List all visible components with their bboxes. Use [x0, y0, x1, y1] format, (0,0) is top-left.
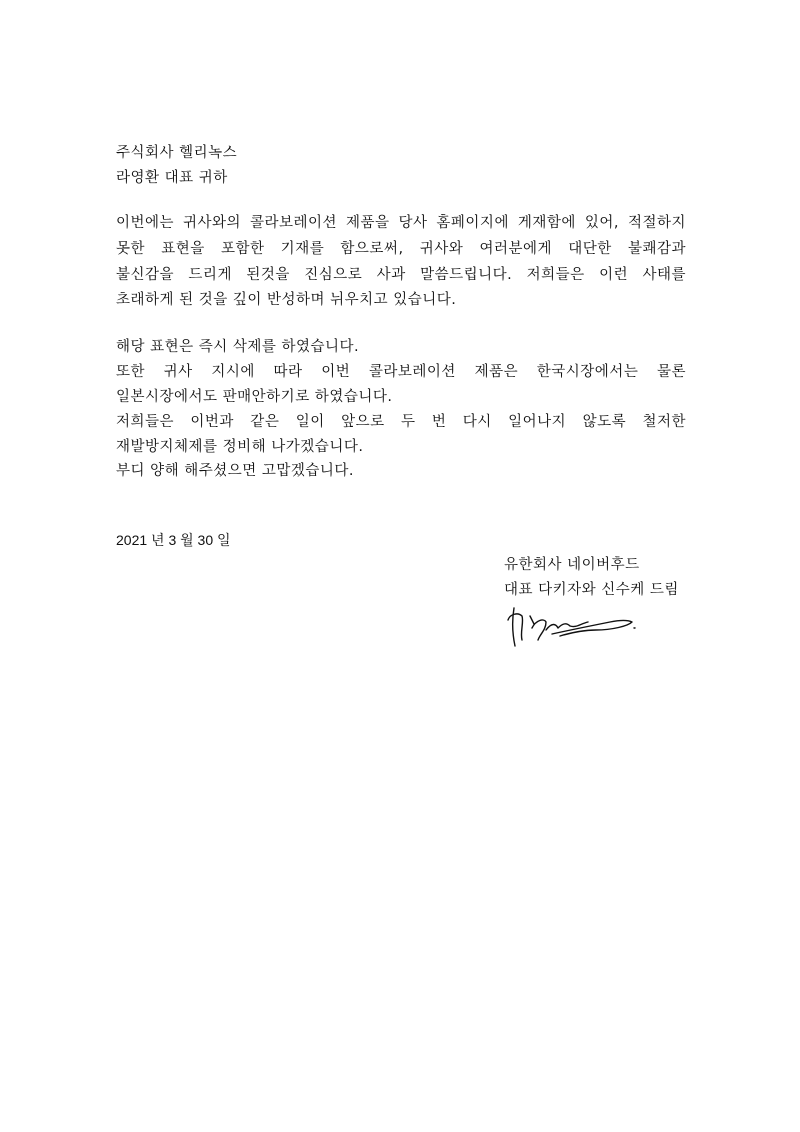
- recipient-addressee: 라영환 대표 귀하: [116, 170, 228, 186]
- paragraph2-line: 일본시장에서도 판매안하기로 하였습니다.: [116, 389, 393, 405]
- paragraph2-line: 해당 표현은 즉시 삭제를 하였습니다.: [116, 339, 360, 355]
- paragraph1-line: 못한 표현을 포함한 기재를 함으로써, 귀사와 여러분에게 대단한 불쾌감과: [116, 241, 686, 257]
- paragraph1-line: 초래하게 된 것을 깊이 반성하며 뉘우치고 있습니다.: [116, 292, 457, 308]
- recipient-company: 주식회사 헬리녹스: [116, 145, 238, 161]
- sender-company: 유한회사 네이버후드: [504, 557, 640, 573]
- letter-date: 2021 년 3 월 30 일: [116, 532, 231, 548]
- signature-stroke: [530, 616, 534, 624]
- paragraph2-line: 부디 양해 해주셨으면 고맙겠습니다.: [116, 463, 355, 479]
- paragraph1-line: 불신감을 드리게 된것을 진심으로 사과 말씀드립니다. 저희들은 이런 사태를: [116, 267, 686, 283]
- paragraph2-line: 또한 귀사 지시에 따라 이번 콜라보레이션 제품은 한국시장에서는 물론: [116, 364, 686, 380]
- signature-stroke: [552, 621, 632, 637]
- sender-signatory: 대표 다키자와 신수케 드림: [504, 582, 679, 598]
- signature-stroke: [546, 622, 588, 630]
- signature-stroke: [508, 614, 523, 640]
- paragraph1-line: 이번에는 귀사와의 콜라보레이션 제품을 당사 홈페이지에 게재함에 있어, 적절하지: [116, 215, 686, 231]
- paragraph2-line: 재발방지체제를 정비해 나가겠습니다.: [116, 439, 364, 455]
- handwritten-signature: [500, 600, 650, 660]
- paragraph2-line: 저희들은 이번과 같은 일이 앞으로 두 번 다시 일어나지 않도록 철저한: [116, 414, 686, 430]
